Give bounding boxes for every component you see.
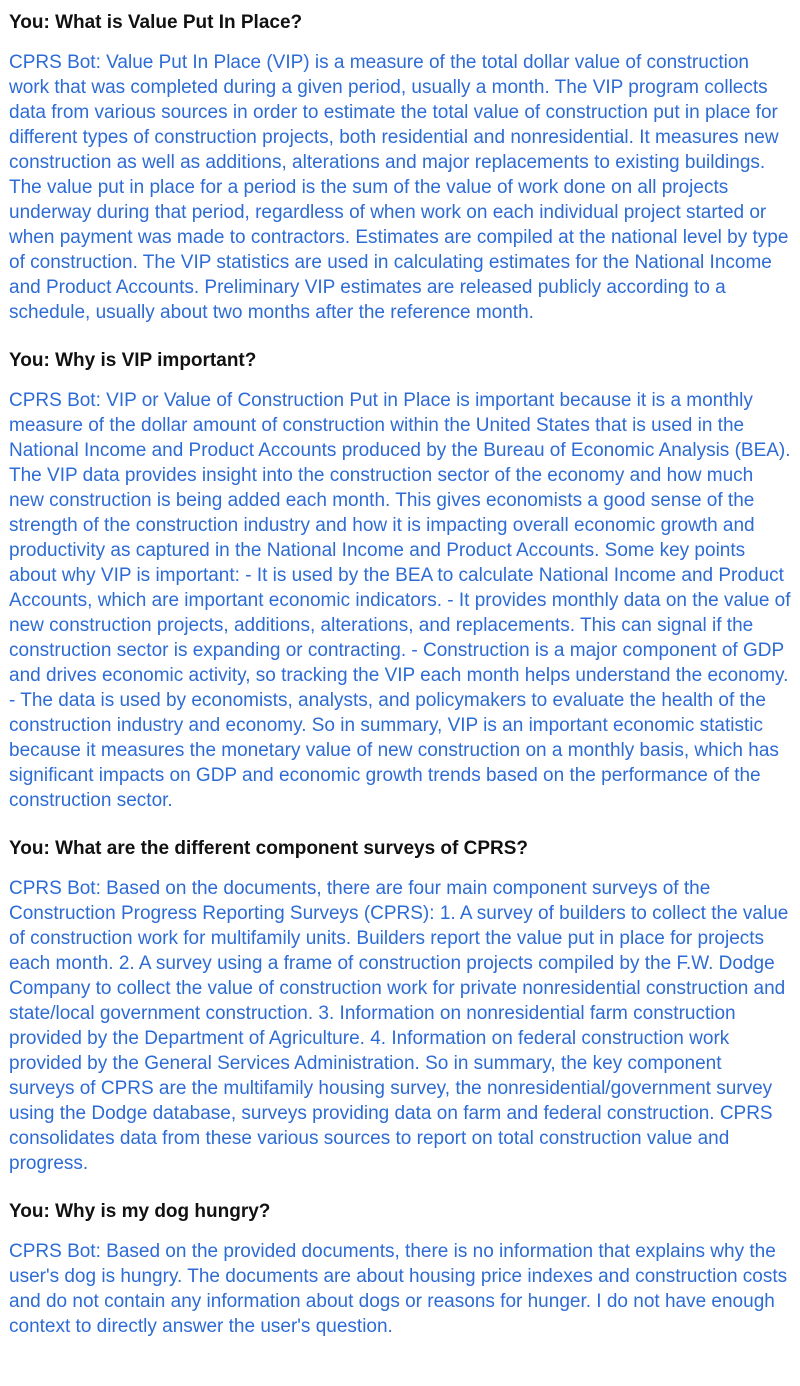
- user-question: You: Why is my dog hungry?: [9, 1201, 271, 1222]
- user-question: You: What is Value Put In Place?: [9, 12, 303, 33]
- qa-block: [9, 348, 791, 813]
- user-question: You: What are the different component surveys of CPRS?: [9, 838, 529, 859]
- bot-answer: CPRS Bot: Based on the documents, there are four main component surveys of the Construction Progress Reporting Surveys (CPRS): 1. A survey of builders to collect the value of construction work for multifamily units. Builders report the value put in place for projects each month. 2. A survey using a frame of construction projects compiled by the F.W. Dodge Company to collect the value of construction work for private nonresidential construction and state/local government construction. 3. Information on nonresidential farm construction provided by the Department of Agriculture. 4. Information on federal construction work provided by the General Services Administration. So in summary, the key component surveys of CPRS are the multifamily housing survey, the nonresidential/government survey using the Dodge database, surveys providing data on farm and federal construction. CPRS consolidates data from these various sources to report on total construction value and progress.: [9, 878, 789, 1174]
- bot-answer: CPRS Bot: VIP or Value of Construction Put in Place is important because it is a monthly measure of the dollar amount of construction within the United States that is used in the National Income and Product Accounts produced by the Bureau of Economic Analysis (BEA). The VIP data provides insight into the construction sector of the economy and how much new construction is being added each month. This gives economists a good sense of the strength of the construction industry and how it is impacting overall economic growth and productivity as captured in the National Income and Product Accounts. Some key points about why VIP is important: - It is used by the BEA to calculate National Income and Product Accounts, which are important economic indicators. - It provides monthly data on the value of new construction projects, additions, alterations, and replacements. This can signal if the construction sector is expanding or contracting. - Construction is a major component of GDP and drives economic activity, so tracking the VIP each month helps understand the economy. - The data is used by economists, analysts, and policymakers to evaluate the health of the construction industry and economy. So in summary, VIP is an important economic statistic because it measures the monetary value of new construction on a monthly basis, which has significant impacts on GDP and economic growth trends based on the performance of the construction sector.: [9, 390, 791, 811]
- qa-block: [9, 1199, 791, 1339]
- bot-answer: CPRS Bot: Based on the provided documents, there is no information that explains why the user's dog is hungry. The documents are about housing price indexes and construction costs and do not contain any information about dogs or reasons for hunger. I do not have enough context to directly answer the user's question.: [9, 1241, 788, 1337]
- user-question: You: Why is VIP important?: [9, 350, 257, 371]
- qa-block: [9, 10, 791, 325]
- qa-block: [9, 836, 791, 1176]
- bot-answer: CPRS Bot: Value Put In Place (VIP) is a measure of the total dollar value of construction work that was completed during a given period, usually a month. The VIP program collects data from various sources in order to estimate the total value of construction put in place for different types of construction projects, both residential and nonresidential. It measures new construction as well as additions, alterations and major replacements to existing buildings. The value put in place for a period is the sum of the value of work done on all projects underway during that period, regardless of when work on each individual project started or when payment was made to contractors. Estimates are compiled at the national level by type of construction. The VIP statistics are used in calculating estimates for the National Income and Product Accounts. Preliminary VIP estimates are released publicly according to a schedule, usually about two months after the reference month.: [9, 52, 789, 323]
- chat-transcript: [9, 10, 791, 1339]
